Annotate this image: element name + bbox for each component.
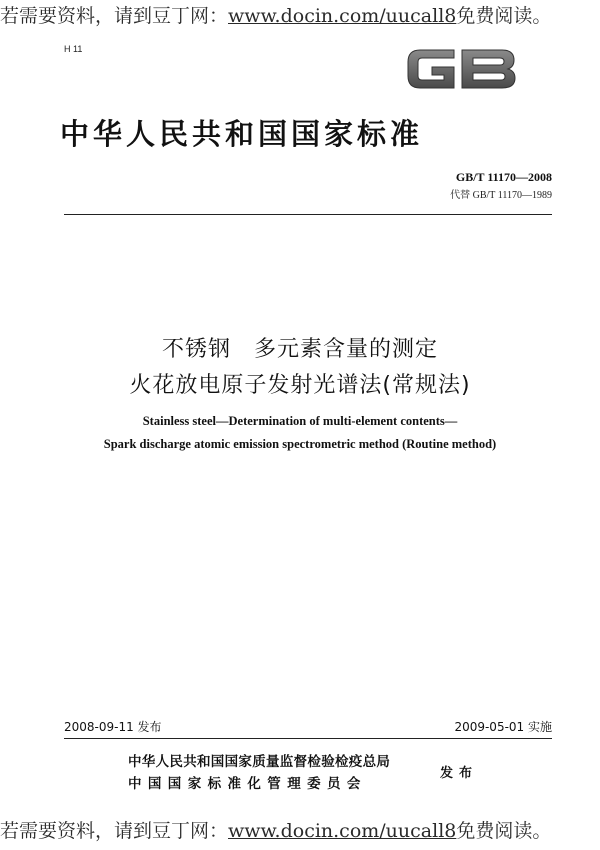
classification-code: H 11: [64, 44, 83, 54]
header-divider: [64, 214, 552, 215]
banner-suffix: 免费阅读。: [456, 5, 552, 27]
implementation-date: 2009-05-01 实施: [454, 720, 552, 734]
issuer-line-1: 中华人民共和国国家质量监督检验检疫总局: [128, 754, 391, 770]
banner-prefix: 若需要资料，请到豆丁网：: [0, 820, 229, 842]
english-title-line-2: Spark discharge atomic emission spectrometric method (Routine method): [103, 437, 497, 451]
banner-suffix: 免费阅读。: [456, 820, 552, 842]
issue-date: 2008-09-11 发布: [64, 720, 162, 734]
footer-divider: [64, 738, 552, 739]
banner-prefix: 若需要资料，请到豆丁网：: [0, 5, 229, 27]
publish-label: 发布: [440, 766, 479, 781]
standard-title: 中华人民共和国国家标准: [60, 117, 424, 151]
replaces-standard: 代替 GB/T 11170—1989: [450, 190, 552, 201]
gb-logo: [402, 40, 520, 98]
issuer-line-2: 中国国家标准化管理委员会: [128, 776, 367, 792]
chinese-title-line-1: 不锈钢 多元素含量的测定: [161, 337, 438, 362]
banner-url-link[interactable]: www.docin.com/uucall8: [228, 5, 457, 27]
watermark-banner-bottom: [0, 817, 600, 845]
standard-number: GB/T 11170—2008: [455, 170, 552, 184]
banner-url-link[interactable]: www.docin.com/uucall8: [228, 820, 457, 842]
english-title-line-1: Stainless steel—Determination of multi-element contents—: [142, 414, 458, 428]
chinese-title-line-2: 火花放电原子发射光谱法(常规法): [129, 373, 471, 398]
watermark-banner-top: [0, 2, 600, 30]
